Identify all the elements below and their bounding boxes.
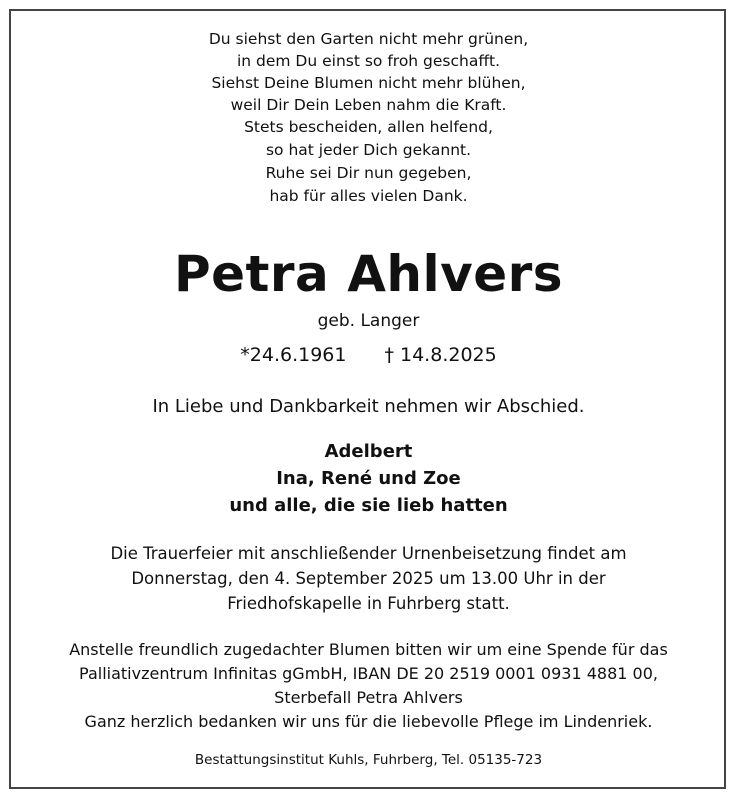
- poem-line: Ruhe sei Dir nun gegeben,: [265, 164, 472, 182]
- poem-line: so hat jeder Dich gekannt.: [265, 141, 472, 159]
- poem-line: Stets bescheiden, allen helfend,: [244, 118, 493, 136]
- donation-line: Palliativzentrum Infinitas gGmbH, IBAN DE 20 2519 0001 0931 4881 00,: [79, 664, 658, 683]
- poem-line: Siehst Deine Blumen nicht mehr blühen,: [211, 74, 526, 92]
- service-line: Friedhofskapelle in Fuhrberg statt.: [227, 594, 510, 613]
- poem-line: in dem Du einst so froh geschafft.: [236, 52, 501, 70]
- birth-date: *24.6.1961: [240, 344, 347, 366]
- family-line: Adelbert: [324, 441, 413, 462]
- family-line: und alle, die sie lieb hatten: [229, 495, 508, 516]
- poem-line: hab für alles vielen Dank.: [269, 187, 468, 205]
- birth-name: geb. Langer: [317, 311, 420, 331]
- death-date: † 14.8.2025: [384, 344, 497, 366]
- farewell-text: In Liebe und Dankbarkeit nehmen wir Abschied.: [152, 396, 585, 417]
- poem-line: weil Dir Dein Leben nahm die Kraft.: [230, 96, 507, 114]
- deceased-name: Petra Ahlvers: [173, 245, 564, 303]
- service-line: Donnerstag, den 4. September 2025 um 13.00 Uhr in der: [131, 569, 606, 588]
- donation-line: Sterbefall Petra Ahlvers: [274, 688, 463, 707]
- donation-line: Anstelle freundlich zugedachter Blumen bitten wir um eine Spende für das: [69, 640, 668, 659]
- poem-line: Du siehst den Garten nicht mehr grünen,: [208, 30, 529, 48]
- service-line: Die Trauerfeier mit anschließender Urnenbeisetzung findet am: [110, 544, 627, 563]
- donation-line: Ganz herzlich bedanken wir uns für die liebevolle Pflege im Lindenriek.: [84, 712, 653, 731]
- undertaker-info: Bestattungsinstitut Kuhls, Fuhrberg, Tel. 05135-723: [194, 752, 543, 768]
- life-dates: [0, 344, 737, 366]
- family-line: Ina, René und Zoe: [276, 468, 461, 489]
